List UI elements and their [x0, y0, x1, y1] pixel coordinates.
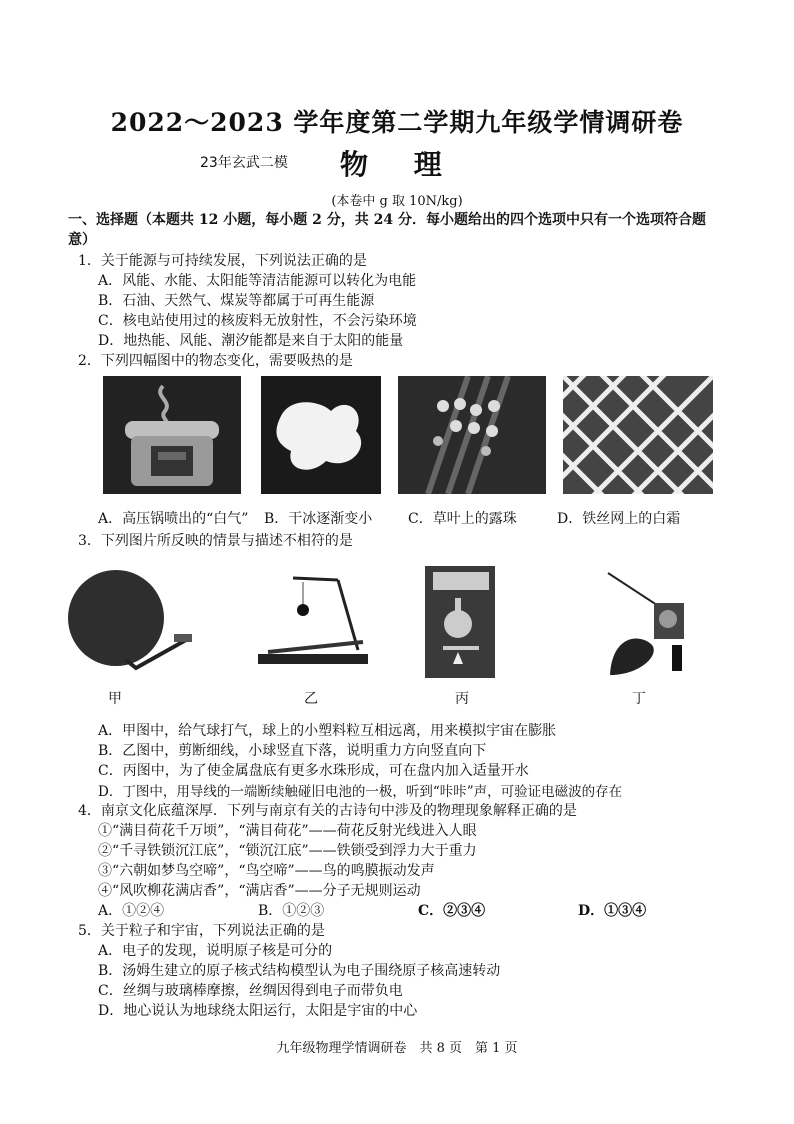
frost-on-wire-mesh-icon: [563, 376, 713, 494]
q4-option-c: C．②③④: [418, 903, 486, 919]
figure-label-jia: 甲: [108, 691, 122, 707]
q3-option-a: A．甲图中，给气球打气，球上的小塑料粒互相远离，用来模拟宇宙在膨胀: [98, 723, 557, 739]
q1-stem: 1．关于能源与可持续发展，下列说法正确的是: [78, 253, 367, 269]
dry-ice-icon: [261, 376, 381, 494]
q4-option-a: A．①②④: [98, 903, 165, 919]
q1-option-a: A．风能、水能、太阳能等清洁能源可以转化为电能: [98, 273, 417, 289]
q5-option-b: B．汤姆生建立的原子核式结构模型认为电子围绕原子核高速转动: [98, 963, 501, 979]
figure-label-yi: 乙: [304, 691, 318, 707]
q2-stem: 2．下列四幅图中的物态变化，需要吸热的是: [78, 353, 353, 369]
q4-item-3: ③“六朝如梦鸟空啼”，“鸟空啼”——鸟的鸣膜振动发声: [98, 863, 435, 879]
q1-option-c: C．核电站使用过的核废料无放射性，不会污染环境: [98, 313, 417, 329]
q2-option-d: D．铁丝网上的白霜: [557, 511, 681, 527]
dew-on-leaf-icon: [398, 376, 546, 494]
pressure-cooker-icon: [103, 376, 241, 494]
paper-title: 2022～2023 学年度第二学期九年级学情调研卷: [110, 108, 684, 137]
subject-title: 物 理: [340, 148, 460, 181]
section-heading: 一、选择题（本题共 12 小题，每小题 2 分，共 24 分．每小题给出的四个选项中只有一个选项符合题意）: [68, 212, 706, 248]
exam-tag: 23年玄武二模: [200, 155, 288, 171]
q3-stem: 3．下列图片所反映的情景与描述不相符的是: [78, 533, 353, 549]
q1-option-d: D．地热能、风能、潮汐能都是来自于太阳的能量: [98, 333, 404, 349]
q4-stem: 4．南京文化底蕴深厚．下列与南京有关的古诗句中涉及的物理现象解释正确的是: [78, 803, 577, 819]
q3-option-c: C．丙图中，为了使金属盘底有更多水珠形成，可在盘内加入适量开水: [98, 763, 529, 779]
q4-option-b: B．①②③: [258, 903, 325, 919]
q3-option-d: D．丁图中，用导线的一端断续触碰旧电池的一极，听到“咔咔”声，可验证电磁波的存在: [98, 784, 623, 800]
q4-option-d: D．①③④: [578, 903, 647, 919]
g-value-note: (本卷中 g 取 10N/kg): [331, 194, 463, 209]
q5-option-a: A．电子的发现，说明原子核是可分的: [98, 943, 333, 959]
q5-stem: 5．关于粒子和宇宙，下列说法正确的是: [78, 923, 325, 939]
q4-item-4: ④“风吹柳花满店香”，“满店香”——分子无规则运动: [98, 883, 421, 899]
page-footer: 九年级物理学情调研卷 共 8 页 第 1 页: [276, 1041, 518, 1056]
q2-option-a: A．高压锅喷出的“白气”: [98, 511, 249, 527]
q5-option-d: D．地心说认为地球绕太阳运行，太阳是宇宙的中心: [98, 1003, 418, 1019]
q5-option-c: C．丝绸与玻璃棒摩擦，丝绸因得到电子而带负电: [98, 983, 403, 999]
q1-option-b: B．石油、天然气、煤炭等都属于可再生能源: [98, 293, 375, 309]
q4-item-2: ②“千寻铁锁沉江底”，“锁沉江底”——铁锁受到浮力大于重力: [98, 843, 477, 859]
q4-item-1: ①“满目荷花千万顷”，“满目荷花”——荷花反射光线进入人眼: [98, 823, 477, 839]
q2-option-c: C．草叶上的露珠: [408, 511, 517, 527]
figure-label-bing: 丙: [455, 691, 469, 707]
figure-label-ding: 丁: [632, 691, 646, 707]
falling-ball-figure: [248, 560, 373, 670]
condensation-flask-figure: [425, 566, 495, 678]
battery-wire-figure: [600, 565, 692, 677]
q2-option-b: B．干冰逐渐变小: [264, 511, 373, 527]
q3-option-b: B．乙图中，剪断细线，小球竖直下落，说明重力方向竖直向下: [98, 743, 487, 759]
balloon-figure: [66, 568, 196, 678]
